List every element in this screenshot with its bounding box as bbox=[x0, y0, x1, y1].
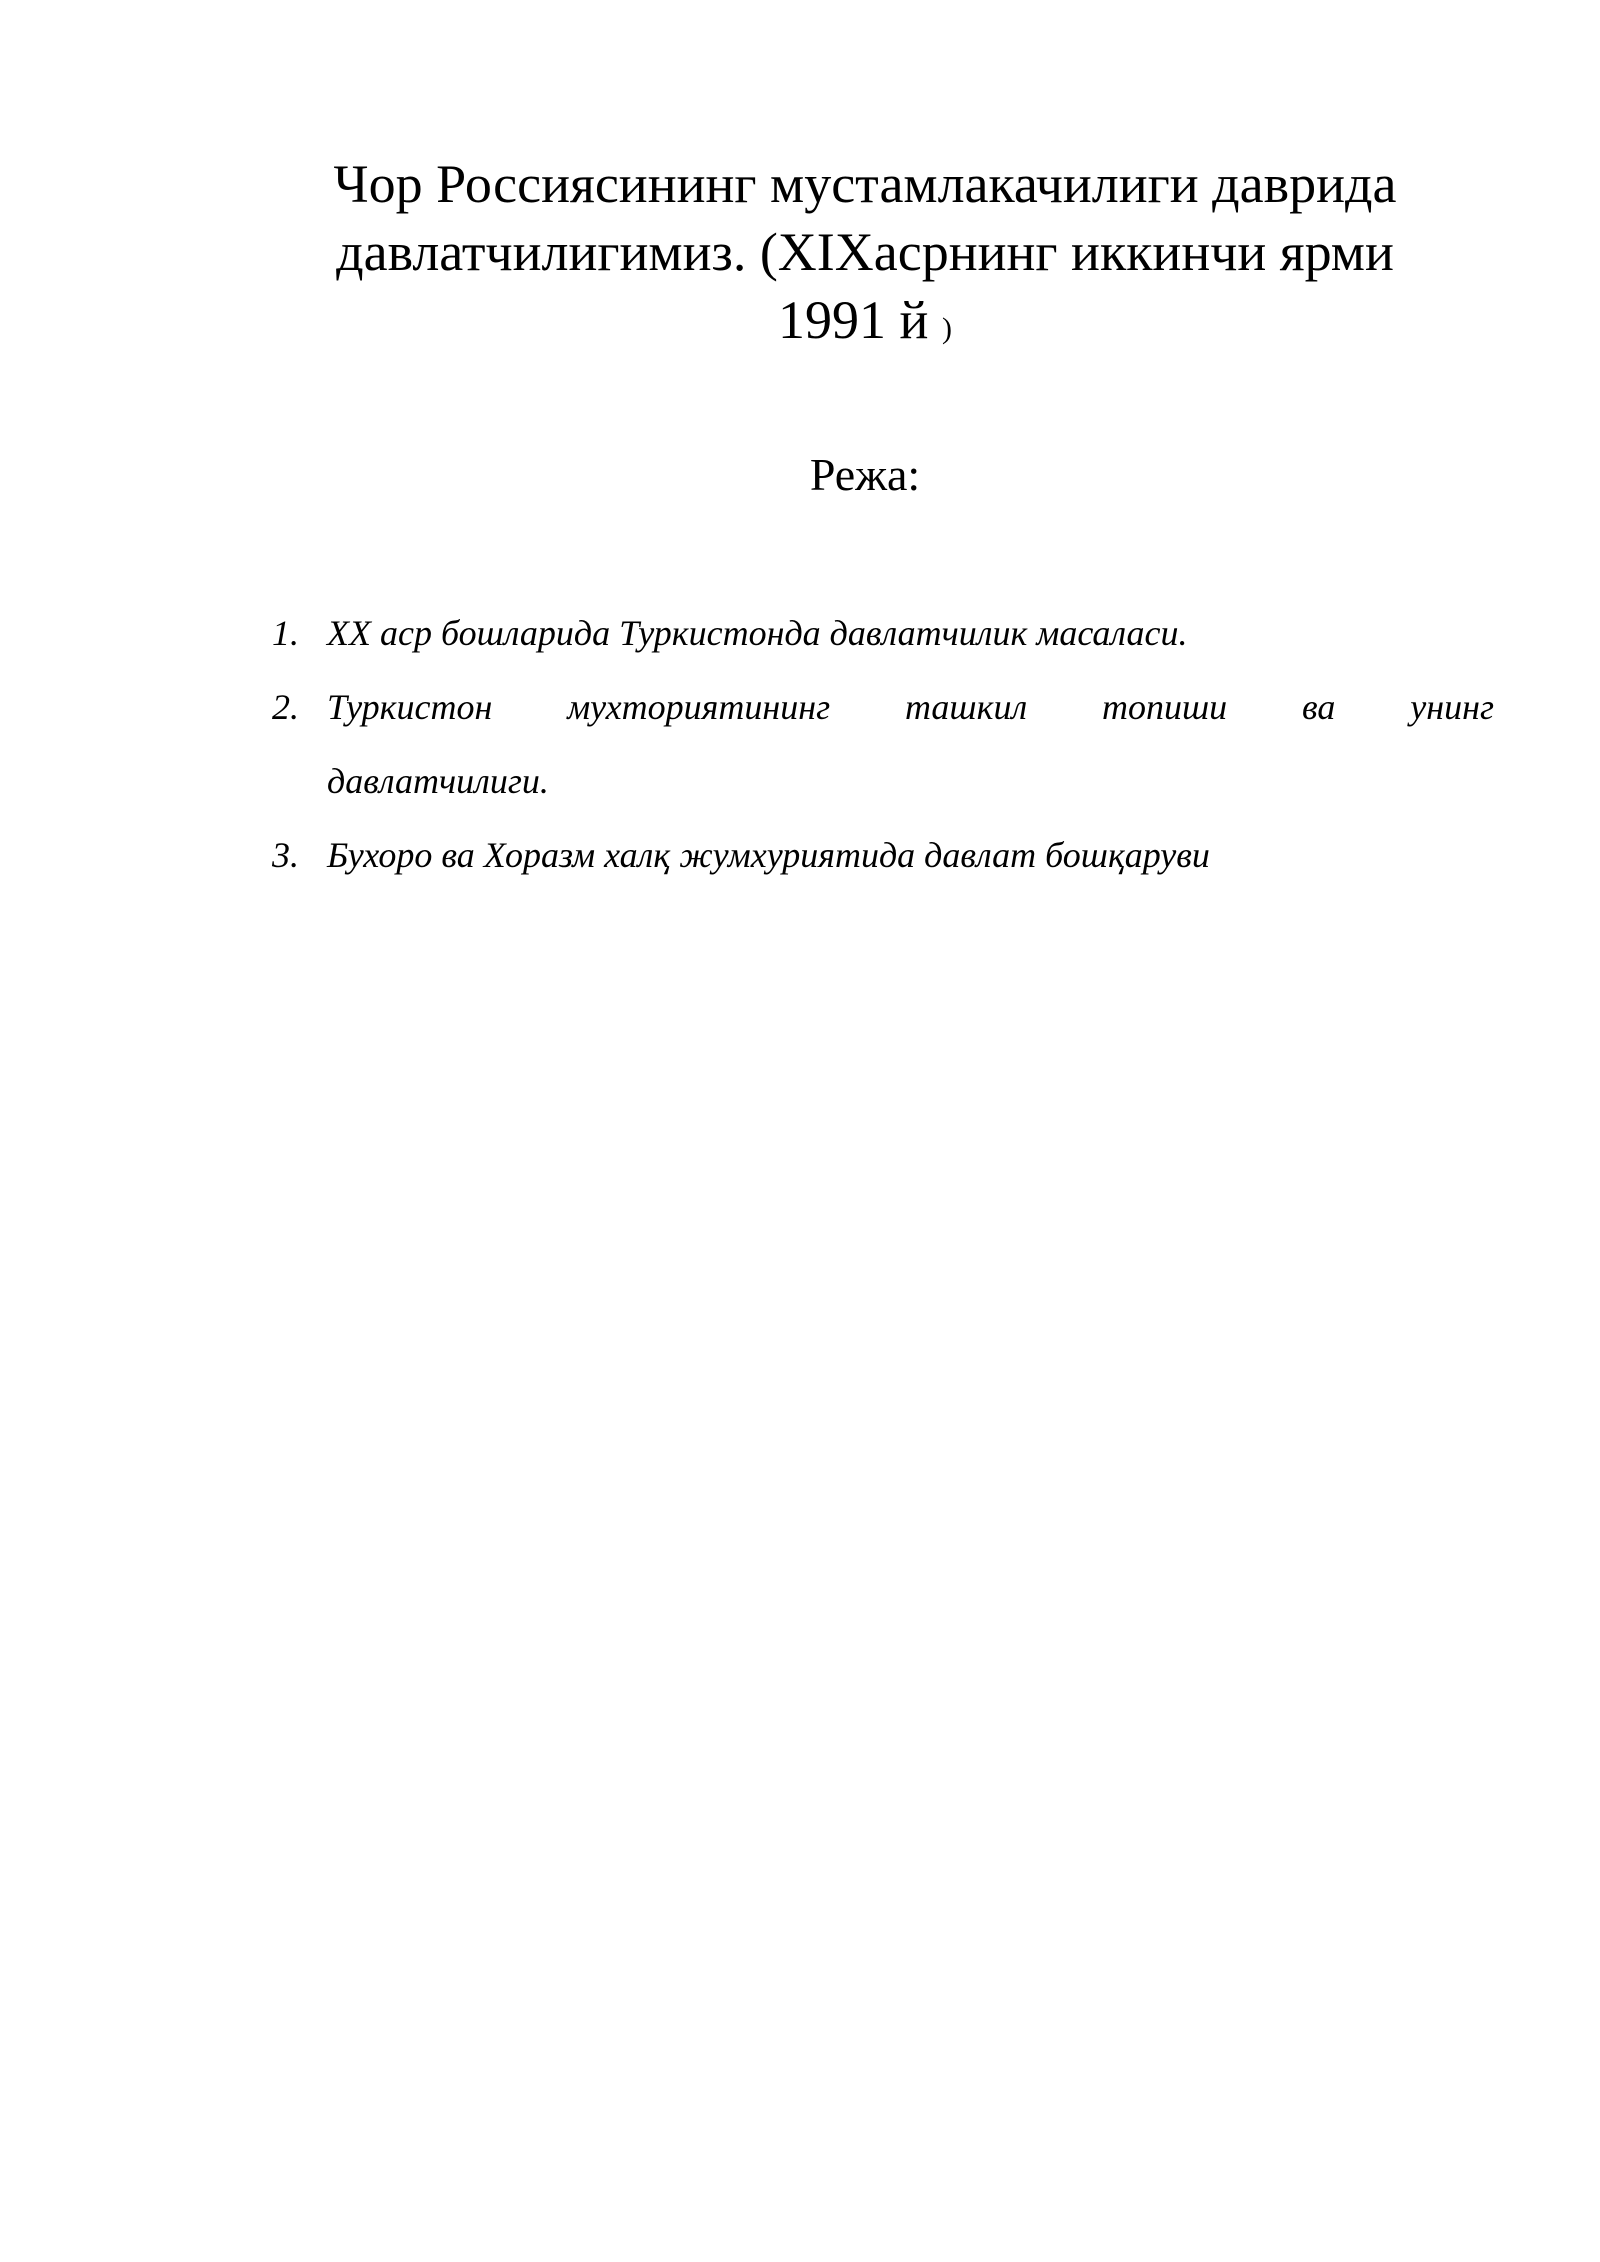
title-line-3 bbox=[250, 286, 1480, 363]
plan-item-text-line-1: Туркистон мухториятининг ташкил топиши ва унинг bbox=[327, 687, 1494, 727]
plan-item-1 bbox=[272, 596, 1494, 670]
plan-item-number: 2. bbox=[272, 687, 299, 727]
title-line-3-main: 1991 й bbox=[778, 290, 929, 350]
plan-item-text bbox=[327, 670, 1494, 818]
title-line-1: Чор Россиясининг мустамлакачилиги даврида bbox=[333, 154, 1397, 214]
plan-item-number: 1. bbox=[272, 613, 299, 653]
plan-list bbox=[272, 596, 1494, 892]
title-line-3-paren: ) bbox=[941, 312, 952, 345]
document-title bbox=[250, 150, 1480, 363]
plan-item-text: XX аср бошларида Туркистонда давлатчилик масаласи. bbox=[327, 613, 1188, 653]
plan-item-text: Бухоро ва Хоразм халқ жумхуриятида давлат бошқаруви bbox=[327, 835, 1210, 875]
plan-item-number: 3. bbox=[272, 835, 299, 875]
plan-heading: Режа: bbox=[809, 449, 921, 500]
plan-item-3 bbox=[272, 818, 1494, 892]
plan-item-2 bbox=[272, 670, 1494, 818]
title-line-2: давлатчилигимиз. (XIXасрнинг иккинчи ярми bbox=[336, 222, 1394, 282]
plan-item-text-line-2: давлатчилиги. bbox=[327, 761, 549, 801]
